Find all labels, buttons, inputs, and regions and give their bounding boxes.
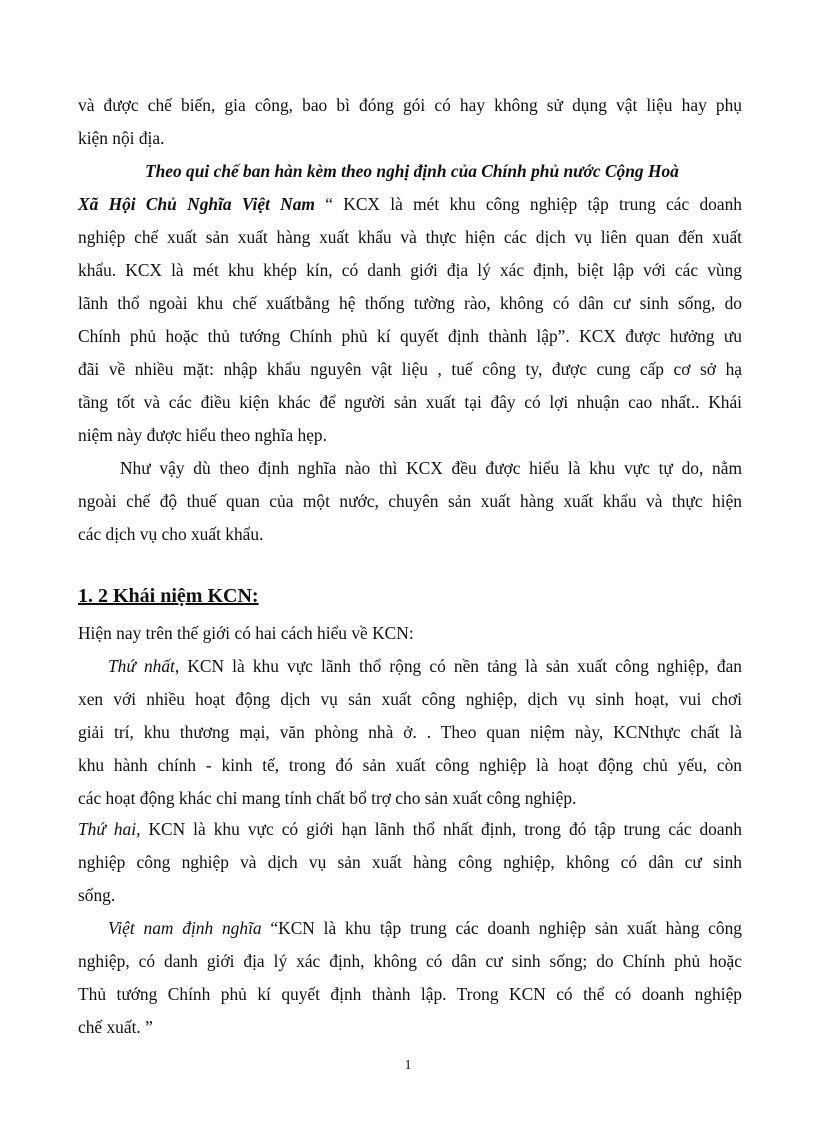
text-line [145, 160, 742, 182]
section-heading: 1. 2 Khái niệm KCN: [78, 585, 259, 607]
page-number: 1 [404, 1058, 412, 1073]
text-line: đãi về nhiều mặt: nhập khẩu nguyên vật liệu , tuế công ty, được cung cấp cơ sở hạ [78, 359, 742, 379]
text-line: sống. [78, 885, 116, 905]
emphasis-text: Xã Hội Chủ Nghĩa Việt Nam [78, 194, 315, 214]
text-line: các hoạt động khác chỉ mang tính chất bổ trợ cho sản xuất công nghiệp. [78, 788, 577, 808]
text-line: Thủ tướng Chính phủ kí quyết định thành lập. Trong KCN có thể có doanh nghiệp [78, 984, 742, 1004]
text-line: nghiệp chế xuất sản xuất hàng xuất khẩu và thực hiện các dịch vụ liên quan đến xuất [78, 227, 742, 247]
text-line: ngoài chế độ thuế quan của một nước, chuyên sản xuất hàng xuất khẩu và thực hiện [78, 491, 742, 511]
text-span: “ KCX là mét khu công nghiệp tập trung các doanh [314, 194, 742, 214]
text-line: khẩu. KCX là mét khu khép kín, có danh giới địa lý xác định, biệt lập với các vùng [78, 260, 742, 280]
text-line [108, 917, 742, 939]
text-line: khu hành chính - kinh tế, trong đó sản xuất công nghiệp là hoạt động chủ yếu, còn [78, 755, 742, 775]
text-span: KCN là khu vực có giới hạn lãnh thổ nhất định, trong đó tập trung các doanh [140, 819, 742, 839]
lead-text: Thứ hai, [78, 819, 141, 839]
lead-text: Thứ nhất [108, 656, 175, 676]
text-line [78, 193, 742, 215]
text-span: , KCN là khu vực lãnh thổ rộng có nền tảng là sản xuất công nghiệp, đan [174, 656, 742, 676]
text-line: kiện nội địa. [78, 128, 165, 148]
text-span: “KCN là khu tập trung các doanh nghiệp sản xuất hàng công [261, 918, 742, 938]
text-line: nghiệp công nghiệp và dịch vụ sản xuất hàng công nghiệp, không có dân cư sinh [78, 852, 742, 872]
text-line: lãnh thổ ngoài khu chế xuấtbằng hệ thống tường rào, không có dân cư sinh sống, do [78, 293, 742, 313]
text-line: và được chế biến, gia công, bao bì đóng gói có hay không sử dụng vật liệu hay phụ [78, 95, 742, 115]
text-line [108, 655, 742, 677]
text-line: nghiệp, có danh giới địa lý xác định, không có dân cư sinh sống; do Chính phủ hoặc [78, 951, 742, 971]
text-line: tầng tốt và các điều kiện khác để người sản xuất tại đây có lợi nhuận cao nhất.. Khái [78, 392, 742, 412]
text-line: Chính phủ hoặc thủ tướng Chính phủ kí quyết định thành lập”. KCX được hưởng ưu [78, 326, 742, 346]
text-line: giải trí, khu thương mại, văn phòng nhà ở. . Theo quan niệm này, KCNthực chất là [78, 722, 742, 742]
text-line: các dịch vụ cho xuất khẩu. [78, 524, 264, 544]
text-line: Hiện nay trên thế giới có hai cách hiểu về KCN: [78, 623, 414, 643]
text-line: Như vậy dù theo định nghĩa nào thì KCX đều được hiểu là khu vực tự do, nằm [120, 458, 742, 478]
text-line: xen với nhiều hoạt động dịch vụ sản xuất công nghiệp, dịch vụ sinh hoạt, vui chơi [78, 689, 742, 709]
lead-text: Việt nam định nghĩa [108, 918, 262, 938]
text-line: chế xuất. ” [78, 1017, 153, 1037]
emphasis-text: Theo qui chế ban hàn kèm theo nghị định của Chính phủ nước Cộng Hoà [145, 161, 679, 181]
text-line [78, 818, 742, 840]
text-line: niệm này được hiểu theo nghĩa hẹp. [78, 425, 327, 445]
